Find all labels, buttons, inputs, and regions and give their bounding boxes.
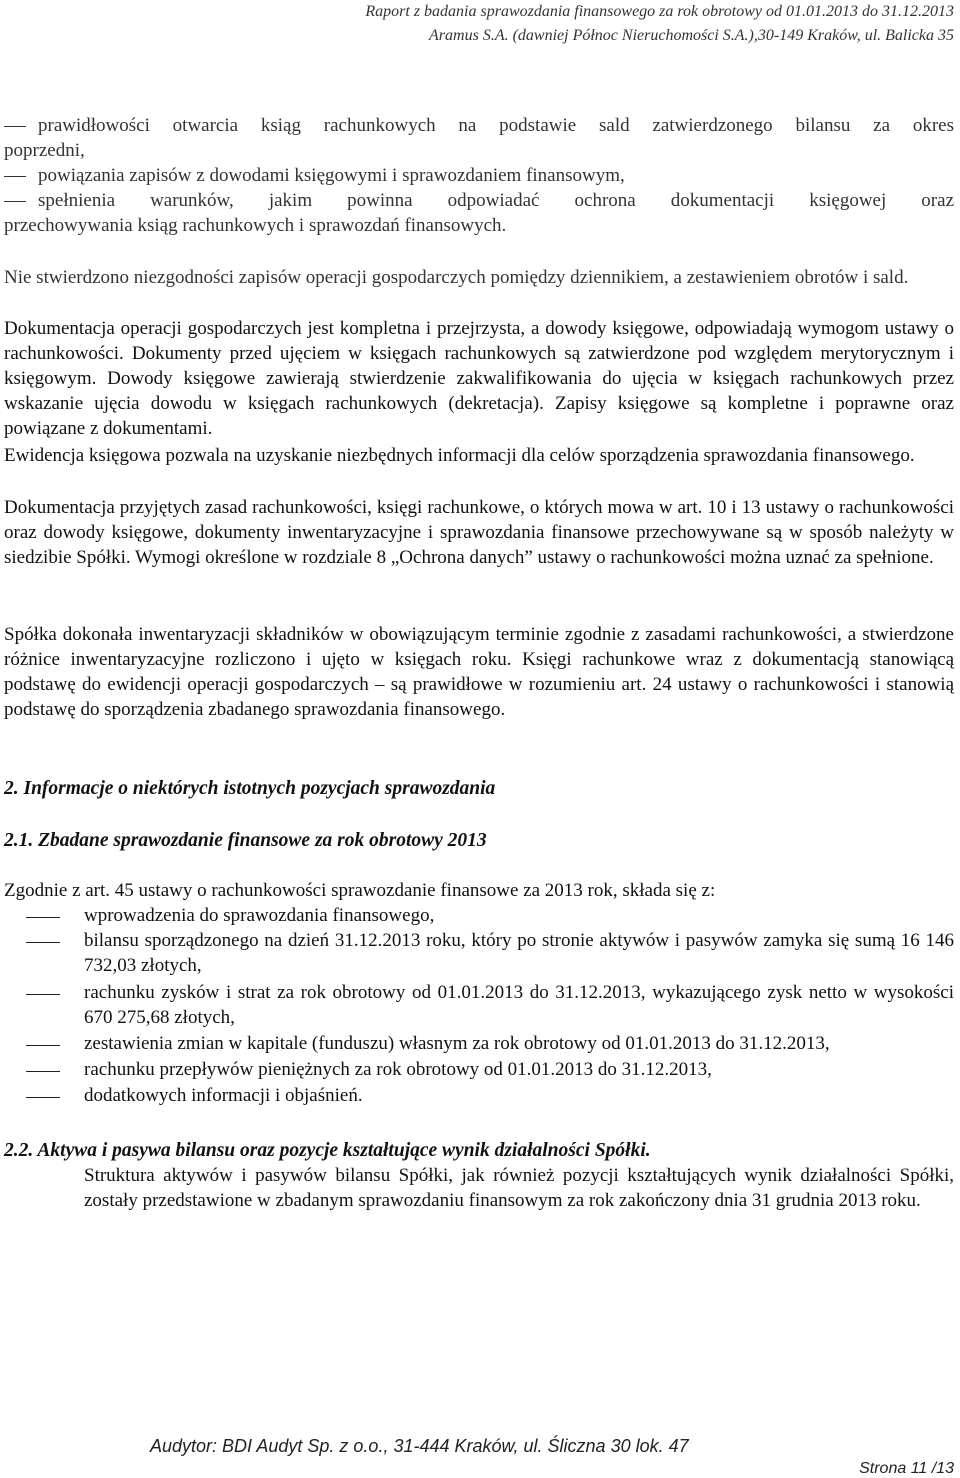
footer-auditor: Audytor: BDI Audyt Sp. z o.o., 31-444 Kraków, ul. Śliczna 30 lok. 47 (150, 1436, 689, 1456)
list-item-continuation: przechowywania ksiąg rachunkowych i sprawozdań finansowych. (4, 215, 507, 236)
paragraph-inventory: Spółka dokonała inwentaryzacji składników w obowiązującym terminie zgodnie z zasadami rachunkowości, a stwierdzone różnice inwentaryzacyjne rozliczono i ujęto w księgach roku. Księgi rachunkowe wraz z dokumentacją stanowiącą podstawę do ewidencji operacji gospodarczych – są prawidłowe w rozumieniu art. 24 ustawy o rachunkowości i stanowią podstawę do sporządzenia zbadanego sprawozdania finansowego. (4, 624, 954, 720)
list-item: wprowadzenia do sprawozdania finansowego, (84, 903, 954, 928)
dash-icon (26, 917, 60, 918)
list-item: bilansu sporządzonego na dzień 31.12.2013 roku, który po stronie aktywów i pasywów zamyka się sumą 16 146 732,03 złotych, (84, 928, 954, 978)
subsection-heading-2-2: 2.2. Aktywa i pasywa bilansu oraz pozycje kształtujące wynik działalności Spółki. (4, 1140, 651, 1161)
section-heading: 2. Informacje o niektórych istotnych pozycjach sprawozdania (4, 778, 496, 799)
dash-icon (26, 1097, 60, 1098)
paragraph-storage: Dokumentacja przyjętych zasad rachunkowości, księgi rachunkowe, o których mowa w art. 10 i 13 ustawy o rachunkowości oraz dowody księgowe, dokumenty inwentaryzacyjne i sprawozdania finansowe przechowywane są w sposób należyty w siedzibie Spółki. Wymogi określone w rozdziale 8 „Ochrona danych” ustawy o rachunkowości można uznać za spełnione. (4, 497, 954, 568)
list-item: dodatkowych informacji i objaśnień. (84, 1083, 954, 1108)
list-item: rachunku przepływów pieniężnych za rok obrotowy od 01.01.2013 do 31.12.2013, (84, 1057, 954, 1082)
list-item: spełnienia warunków, jakim powinna odpowiadać ochrona dokumentacji księgowej oraz (4, 188, 954, 213)
dash-icon (4, 201, 26, 202)
subsection-heading-2-1: 2.1. Zbadane sprawozdanie finansowe za rok obrotowy 2013 (4, 830, 487, 851)
page-number: Strona 11 /13 (859, 1460, 954, 1477)
list-item: zestawienia zmian w kapitale (funduszu) własnym za rok obrotowy od 01.01.2013 do 31.12.2013, (84, 1031, 954, 1056)
paragraph-no-discrepancies: Nie stwierdzono niezgodności zapisów operacji gospodarczych pomiędzy dziennikiem, a zestawieniem obrotów i sald. (4, 267, 909, 288)
list-item: rachunku zysków i strat za rok obrotowy od 01.01.2013 do 31.12.2013, wykazującego zysk netto w wysokości 670 275,68 złotych, (84, 980, 954, 1030)
subsection-intro: Zgodnie z art. 45 ustawy o rachunkowości sprawozdanie finansowe za 2013 rok, składa się z: (4, 880, 716, 901)
paragraph-documentation: Dokumentacja operacji gospodarczych jest kompletna i przejrzysta, a dowody księgowe, odpowiadają wymogom ustawy o rachunkowości. Dokumenty przed ujęciem w księgach rachunkowych są zatwierdzone pod względem merytorycznym i księgowym. Dowody księgowe zawierają stwierdzenie zakwalifikowania do ujęcia w księgach rachunkowych przez wskazanie ujęcia dowodu w księgach rachunkowych (dekretacja). Zapisy księgowe są kompletne i poprawne oraz powiązane z dokumentami. (4, 318, 954, 439)
dash-icon (26, 1045, 60, 1046)
page-header (365, 0, 954, 48)
header-report-title: Raport z badania sprawozdania finansowego za rok obrotowy od 01.01.2013 do 31.12.2013 (365, 3, 954, 20)
list-item: prawidłowości otwarcia ksiąg rachunkowych na podstawie sald zatwierdzonego bilansu za okres (4, 113, 954, 138)
paragraph-ledger: Ewidencja księgowa pozwala na uzyskanie niezbędnych informacji dla celów sporządzenia sprawozdania finansowego. (4, 445, 915, 466)
subsection-text: Struktura aktywów i pasywów bilansu Spółki, jak również pozycji kształtujących wynik działalności Spółki, zostały przedstawione w zbadanym sprawozdaniu finansowym za rok zakończony dnia 31 grudnia 2013 roku. (84, 1165, 954, 1211)
dash-icon (4, 126, 26, 127)
list-item: powiązania zapisów z dowodami księgowymi i sprawozdaniem finansowym, (4, 163, 954, 188)
dash-icon (26, 942, 60, 943)
list-item-continuation: poprzedni, (4, 140, 85, 161)
dash-icon (26, 994, 60, 995)
dash-icon (4, 176, 26, 177)
dash-icon (26, 1071, 60, 1072)
header-company: Aramus S.A. (dawniej Północ Nieruchomości S.A.),30-149 Kraków, ul. Balicka 35 (429, 27, 954, 44)
